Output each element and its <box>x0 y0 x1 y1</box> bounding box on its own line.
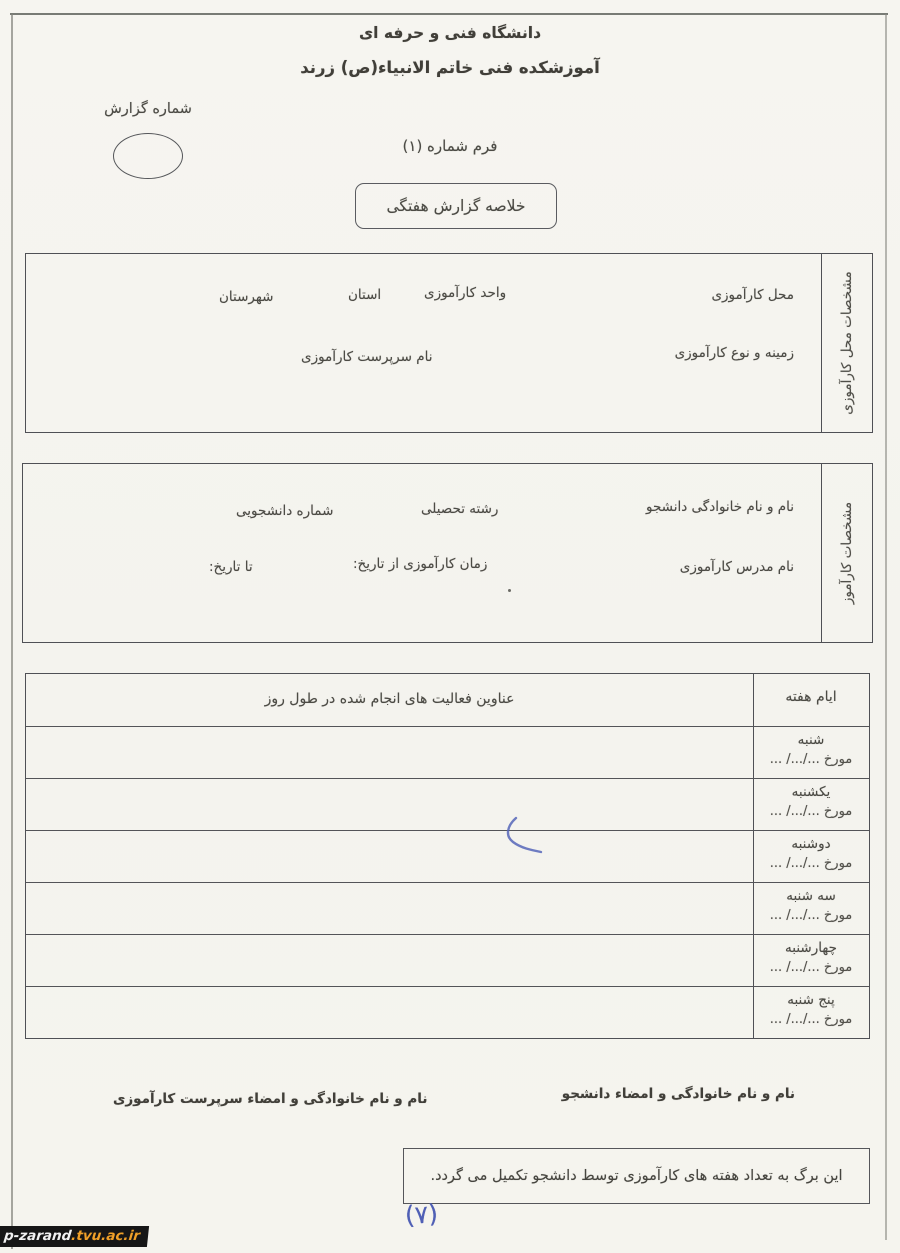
days-header: ایام هفته <box>785 689 837 705</box>
day-date: مورخ .../.../ ... <box>769 804 853 819</box>
form-number: فرم شماره (۱) <box>402 137 498 155</box>
row-divider <box>26 934 869 935</box>
watermark-badge <box>0 1226 149 1247</box>
day-cell-sunday <box>753 784 869 819</box>
field-province: استان <box>348 287 382 303</box>
supervisor-signature-label: نام و نام خانوادگی و امضاء سرپرست کارآموزی <box>113 1091 428 1107</box>
trainee-section-table <box>22 463 873 643</box>
day-cell-wednesday <box>753 940 869 975</box>
day-date: مورخ .../.../ ... <box>769 908 853 923</box>
day-cell-thursday <box>753 992 869 1027</box>
day-name: شنبه <box>797 732 825 748</box>
row-divider <box>26 986 869 987</box>
day-cell-saturday <box>753 732 869 767</box>
page-border-left <box>11 14 13 1249</box>
location-side-column <box>821 254 872 432</box>
watermark-site-name: p-zarand <box>3 1228 73 1244</box>
trainee-side-label: مشخصات کارآموز <box>839 501 855 605</box>
report-number-label: شماره گزارش <box>104 101 192 117</box>
field-instructor-name: نام مدرس کارآموزی <box>679 559 794 575</box>
row-divider <box>26 778 869 779</box>
row-divider <box>26 830 869 831</box>
location-side-label: مشخصات محل کارآموزی <box>839 271 855 415</box>
form-title: خلاصه گزارش هفتگی <box>386 197 526 215</box>
page-border-right <box>885 14 887 1240</box>
scan-speck <box>508 589 511 592</box>
watermark-site-domain: .tvu.ac.ir <box>70 1228 141 1244</box>
field-internship-place: محل کارآموزی <box>711 287 794 303</box>
field-supervisor-name: نام سرپرست کارآموزی <box>301 349 433 365</box>
university-title: دانشگاه فنی و حرفه ای <box>358 24 542 42</box>
activities-table <box>25 673 870 1039</box>
completion-note: این برگ به تعداد هفته های کارآموزی توسط دانشجو تکمیل می گردد. <box>430 1168 843 1184</box>
handwritten-page-number: (۷) <box>404 1198 439 1231</box>
day-name: سه شنبه <box>786 888 836 904</box>
field-internship-type: زمینه و نوع کارآموزی <box>674 345 794 361</box>
day-cell-tuesday <box>753 888 869 923</box>
field-student-name: نام و نام خانوادگی دانشجو <box>645 499 794 515</box>
pen-stroke-mark <box>495 808 555 858</box>
field-from-date: زمان کارآموزی از تاریخ: <box>353 556 488 572</box>
field-to-date: تا تاریخ: <box>209 559 253 575</box>
day-date: مورخ .../.../ ... <box>769 752 853 767</box>
page-border-top <box>10 13 888 15</box>
field-student-id: شماره دانشجویی <box>236 503 334 519</box>
day-name: پنج شنبه <box>787 992 835 1008</box>
trainee-side-column <box>821 464 872 642</box>
field-major: رشته تحصیلی <box>421 501 499 517</box>
location-section-table <box>25 253 873 433</box>
row-divider <box>26 726 869 727</box>
day-name: دوشنبه <box>791 836 831 852</box>
college-title: آموزشکده فنی خاتم الانبیاء(ص) زرند <box>300 58 600 77</box>
day-date: مورخ .../.../ ... <box>769 1012 853 1027</box>
activities-title: عناوین فعالیت های انجام شده در طول روز <box>264 691 515 707</box>
day-date: مورخ .../.../ ... <box>769 856 853 871</box>
form-title-box <box>355 183 557 229</box>
row-divider <box>26 882 869 883</box>
day-name: یکشنبه <box>791 784 831 800</box>
field-county: شهرستان <box>219 289 274 305</box>
day-name: چهارشنبه <box>785 940 837 956</box>
student-signature-label: نام و نام خانوادگی و امضاء دانشجو <box>561 1086 795 1102</box>
day-date: مورخ .../.../ ... <box>769 960 853 975</box>
field-internship-unit: واحد کارآموزی <box>424 285 507 301</box>
completion-note-box <box>403 1148 870 1204</box>
day-cell-monday <box>753 836 869 871</box>
